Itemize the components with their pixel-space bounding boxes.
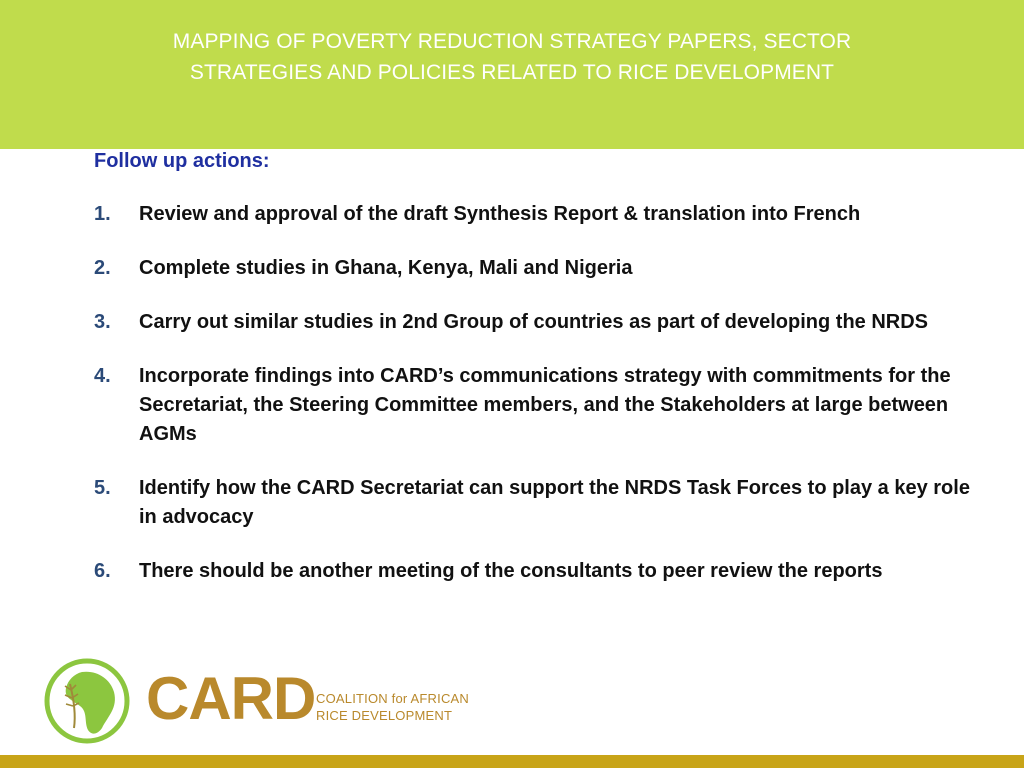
action-item-2 xyxy=(94,254,974,283)
action-number: 1. xyxy=(94,203,111,225)
action-text: Carry out similar studies in 2nd Group of countries as part of developing the NRDS xyxy=(139,311,929,333)
action-text: There should be another meeting of the consultants to peer review the reports xyxy=(139,560,883,582)
title-line-1: MAPPING OF POVERTY REDUCTION STRATEGY PAPERS, SECTOR xyxy=(172,30,852,53)
action-number: 2. xyxy=(94,257,111,279)
action-text: Incorporate findings into CARD’s communications strategy with commitments for the Secretariat, the Steering Committee members, and the Stakeholders at large between AGMs xyxy=(139,365,951,445)
action-list xyxy=(94,200,974,611)
action-number: 6. xyxy=(94,560,111,582)
action-item-3 xyxy=(94,308,974,337)
action-number: 4. xyxy=(94,365,111,387)
action-item-5 xyxy=(94,474,974,532)
title-banner xyxy=(0,0,1024,149)
action-number: 5. xyxy=(94,477,111,499)
tagline-line-2: RICE DEVELOPMENT xyxy=(316,708,453,723)
card-logo-text: CARD xyxy=(146,665,316,732)
title-line-2: STRATEGIES AND POLICIES RELATED TO RICE DEVELOPMENT xyxy=(189,61,835,84)
action-item-4 xyxy=(94,362,974,449)
logo-tagline xyxy=(316,690,469,724)
action-text: Review and approval of the draft Synthesis Report & translation into French xyxy=(139,203,861,225)
action-item-1 xyxy=(94,200,974,229)
action-text: Complete studies in Ghana, Kenya, Mali and Nigeria xyxy=(139,257,633,279)
action-item-6 xyxy=(94,557,974,586)
action-text: Identify how the CARD Secretariat can support the NRDS Task Forces to play a key role in advocacy xyxy=(139,477,970,528)
footer-strip xyxy=(0,755,1024,768)
follow-up-heading: Follow up actions: xyxy=(94,150,270,172)
card-emblem-icon xyxy=(44,658,130,744)
action-number: 3. xyxy=(94,311,111,333)
tagline-line-1: COALITION for AFRICAN xyxy=(316,691,470,706)
slide-title xyxy=(60,26,964,88)
